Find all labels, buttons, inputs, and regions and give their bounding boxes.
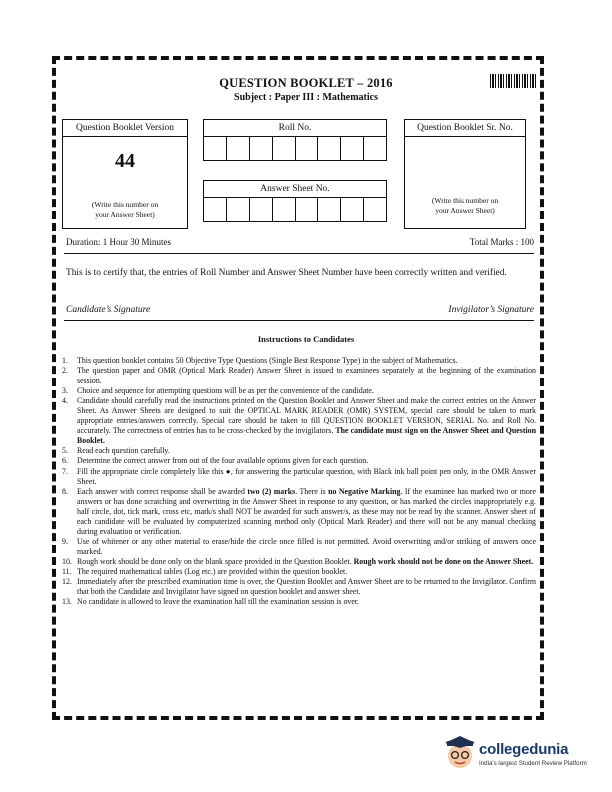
roll-number-box <box>203 119 387 161</box>
instruction-item: 3. Choice and sequence for attempting questions will be as per the convenience of the candidate. <box>62 386 374 396</box>
instruction-item: 12. Immediately after the prescribed examination time is over, the Question Booklet and Answer Sheet are to be returned to the Invigilator. Confirm that both the Candidate and Invigilator have signed on question booklet and answer sheet. <box>62 577 536 597</box>
answer-sheet-cell[interactable] <box>296 198 319 221</box>
answer-sheet-cell[interactable] <box>341 198 364 221</box>
version-note-line-1: (Write this number on <box>91 200 159 209</box>
answer-sheet-cell[interactable] <box>318 198 341 221</box>
instruction-item: 5. Read each question carefully. <box>62 446 170 456</box>
duration: Duration: 1 Hour 30 Minutes <box>66 237 171 247</box>
booklet-serial-label: Question Booklet Sr. No. <box>405 120 525 137</box>
barcode <box>490 74 536 88</box>
booklet-version-label: Question Booklet Version <box>63 120 187 137</box>
instruction-item: 4. Candidate should carefully read the instructions printed on the Question Booklet and Answer Sheet and make the correct entries on the Answer Sheet. As Answer Sheets are designed to suit the OPTICAL MARK READER (OMR) SYSTEM, special care should be taken to mark appropriate entries/answers correctly. Special care should be taken to fill QUESTION BOOKLET VERSION, SERIAL No. and Roll No. accurately. The correctness of entries has to be cross-checked by the invigilators. The candidate must sign on the Answer Sheet and Question Booklet. <box>62 396 537 446</box>
instruction-item: 10. Rough work should be done only on the blank space provided in the Question Booklet. Rough work should not be done on the Answer Sheet. <box>62 556 534 566</box>
booklet-version-box <box>62 119 188 229</box>
instruction-item: 13. No candidate is allowed to leave the examination hall till the examination session is over. <box>62 597 360 607</box>
booklet-version-number: 44 <box>115 150 135 172</box>
certification-text: This is to certify that, the entries of Roll Number and Answer Sheet Number have been correctly written and verified. <box>66 268 507 278</box>
instruction-item: 9. Use of whitener or any other material to erase/hide the circle once filled is not permitted. Avoid overwriting and/or striking of answers once marked. <box>62 536 536 556</box>
booklet-subtitle: Subject : Paper III : Mathematics <box>234 92 378 103</box>
divider <box>64 253 534 254</box>
instruction-item: 11. The required mathematical tables (Log etc.) are provided within the question booklet. <box>62 566 348 576</box>
invigilator-signature-label: Invigilator’s Signature <box>448 305 534 315</box>
collegedunia-wordmark: collegedunia <box>479 741 569 758</box>
answer-sheet-number-label: Answer Sheet No. <box>204 181 386 198</box>
roll-cell[interactable] <box>341 137 364 160</box>
candidate-signature-label: Candidate’s Signature <box>66 305 151 315</box>
answer-sheet-cells[interactable] <box>204 198 386 221</box>
instruction-item: 7. Fill the appropriate circle completely like this ●, for answering the particular question, with Black ink ball point pen only, in the OMR Answer Sheet. <box>62 466 536 486</box>
roll-cell[interactable] <box>227 137 250 160</box>
instruction-item: 1. This question booklet contains 50 Objective Type Questions (Single Best Response Type) in the subject of Mathematics. <box>62 356 458 365</box>
booklet-title: QUESTION BOOKLET – 2016 <box>219 76 393 90</box>
instructions-title: Instructions to Candidates <box>257 334 355 344</box>
divider <box>64 320 534 321</box>
roll-cell[interactable] <box>364 137 386 160</box>
collegedunia-tagline: India's largest Student Review Platform <box>479 760 587 767</box>
roll-number-cells[interactable] <box>204 137 386 160</box>
answer-sheet-cell[interactable] <box>273 198 296 221</box>
version-note-line-2: your Answer Sheet) <box>95 210 155 219</box>
serial-note-line-2: your Answer Sheet) <box>435 206 495 215</box>
answer-sheet-cell[interactable] <box>227 198 250 221</box>
answer-sheet-cell[interactable] <box>250 198 273 221</box>
roll-cell[interactable] <box>204 137 227 160</box>
roll-cell[interactable] <box>250 137 273 160</box>
instructions-list <box>62 356 536 607</box>
roll-cell[interactable] <box>318 137 341 160</box>
booklet-serial-box <box>404 119 526 229</box>
instruction-item: 6. Determine the correct answer from out of the four available options given for each question. <box>62 456 369 466</box>
roll-cell[interactable] <box>296 137 319 160</box>
instruction-item: 8. Each answer with correct response shall be awarded two (2) marks. There is no Negative Marking. If the examinee has marked two or more answers or has done scratching and overwriting in the Answer Sheet in response to any question, or has marked the circles inappropriately e.g. half circle, dot, tick mark, cross etc, mark/s shall NOT be awarded for such answer/s, as these may not be read by the scanner. Answer sheet of each candidate will be evaluated by computerized scanning method only (Optical Mark Reader) and there will not be any manual checking during evaluation or verification. <box>62 486 536 536</box>
answer-sheet-cell[interactable] <box>204 198 227 221</box>
serial-note-line-1: (Write this number on <box>431 196 499 205</box>
total-marks: Total Marks : 100 <box>469 237 534 247</box>
answer-sheet-number-box <box>203 180 387 222</box>
roll-number-label: Roll No. <box>204 120 386 137</box>
instruction-item: 2. The question paper and OMR (Optical Mark Reader) Answer Sheet is issued to examinees separately at the beginning of the examination session. <box>62 366 536 386</box>
answer-sheet-cell[interactable] <box>364 198 386 221</box>
roll-cell[interactable] <box>273 137 296 160</box>
